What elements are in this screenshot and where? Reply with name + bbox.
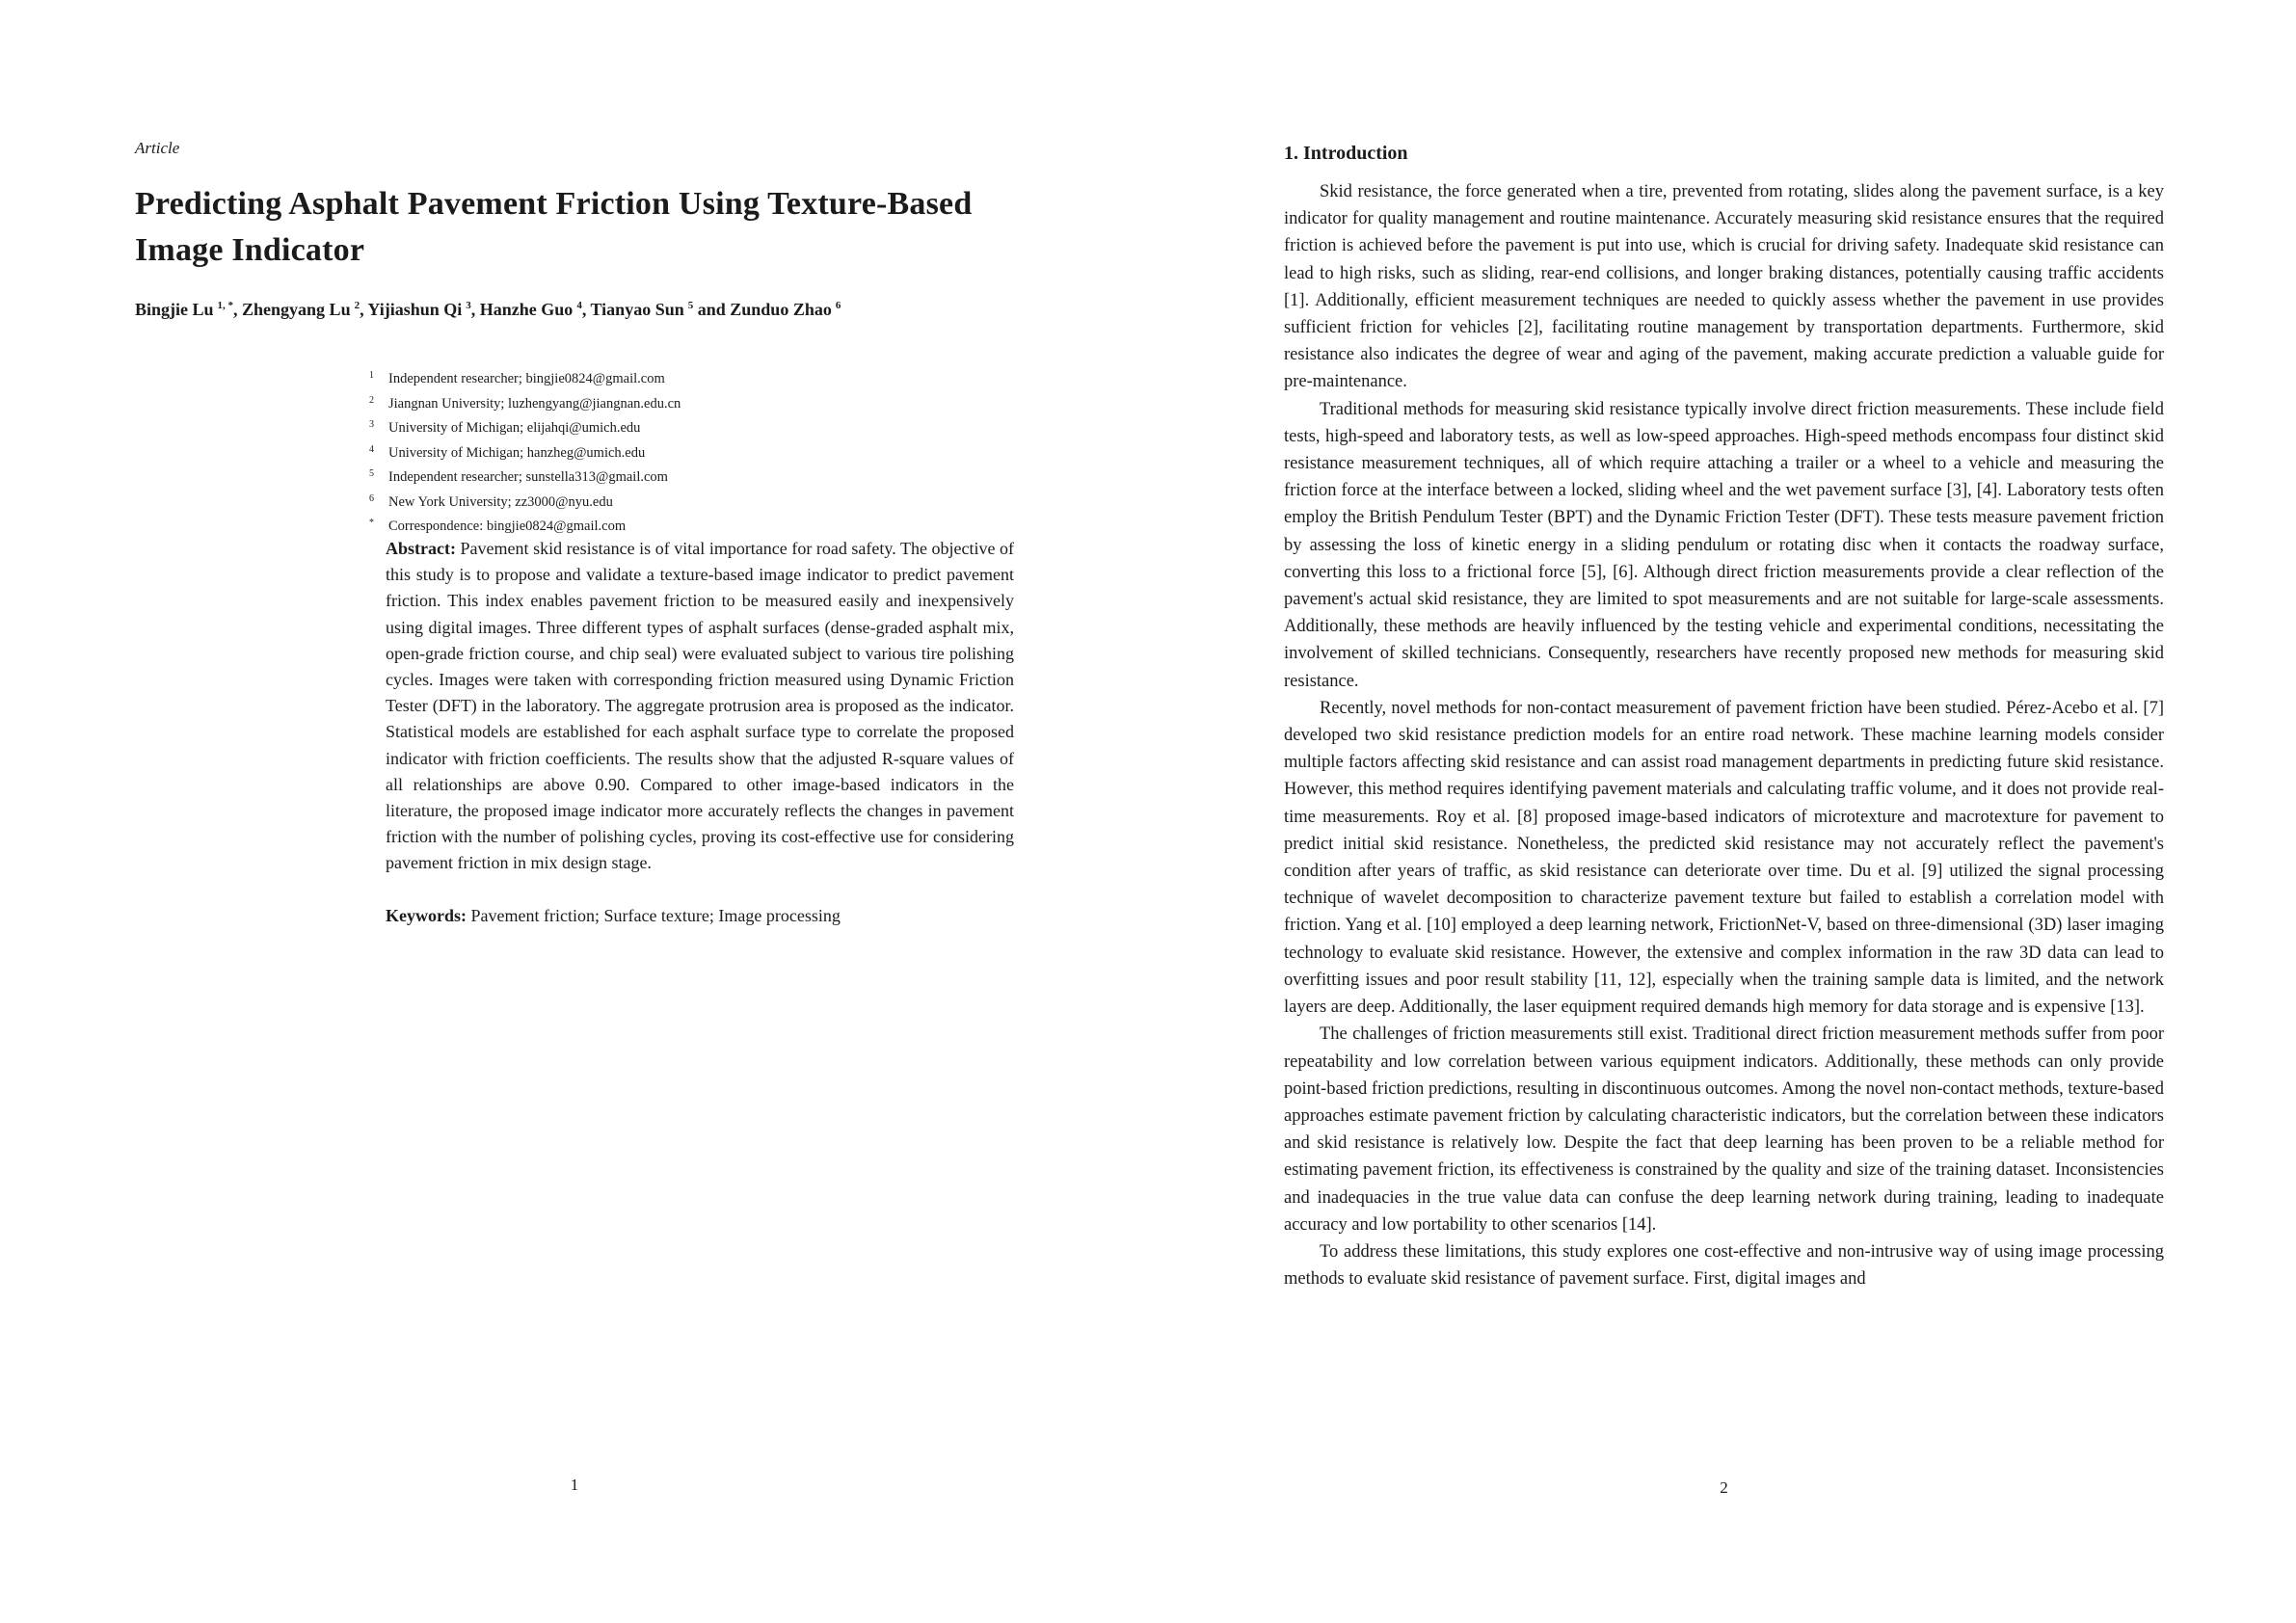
- abstract: [386, 536, 1014, 877]
- affiliation-item: [369, 464, 1017, 489]
- author-name: Zhengyang Lu: [242, 300, 351, 319]
- affiliation-item: [369, 489, 1017, 514]
- affiliation-marker: *: [369, 518, 374, 528]
- author-name: Bingjie Lu: [135, 300, 214, 319]
- affiliation-marker: 1: [369, 370, 374, 381]
- affiliation-text: University of Michigan; hanzheg@umich.edu: [388, 444, 646, 461]
- page-number-2: 2: [1720, 1478, 1728, 1497]
- author-byline: [135, 300, 1060, 320]
- abstract-and-keywords: [386, 536, 1014, 929]
- article-type-label: Article: [135, 139, 180, 157]
- affiliation-marker: 6: [369, 492, 374, 504]
- author-separator: ,: [581, 300, 591, 319]
- author-affiliation-superscript: 6: [835, 300, 841, 311]
- affiliation-text: Correspondence: bingjie0824@gmail.com: [388, 519, 627, 534]
- intro-paragraph: Skid resistance, the force generated when a tire, prevented from rotating, slides along the pavement surface, is a key indicator for quality management and routine maintenance. Accurately measuring skid resistance ensures that the required friction is achieved before the pavement is put into use, which is crucial for driving safety. Inadequate skid resistance can lead to high risks, such as sliding, rear-end collisions, and longer braking distances, potentially causing traffic accidents [1]. Additionally, efficient measurement techniques are needed to quickly assess whether the pavement in use provides sufficient friction for vehicles [2], facilitating routine management by transportation departments. Furthermore, skid resistance also indicates the degree of wear and aging of the pavement, making accurate prediction a valuable guide for pre-maintenance.: [1284, 182, 2164, 392]
- page-number-1: 1: [570, 1476, 579, 1494]
- author: [242, 300, 367, 319]
- author-name: Tianyao Sun: [590, 300, 684, 319]
- author-name: Hanzhe Guo: [479, 300, 574, 319]
- author-name: Zunduo Zhao: [730, 300, 832, 319]
- intro-paragraph: To address these limitations, this study explores one cost-effective and non-intrusive way of using image processing methods to evaluate skid resistance of pavement surface. First, digital images and: [1284, 1241, 2164, 1290]
- author: [591, 300, 731, 319]
- keywords-text: Pavement friction; Surface texture; Image processing: [470, 905, 841, 925]
- author-name: Yijiashun Qi: [367, 300, 463, 319]
- keywords: [386, 903, 1014, 929]
- keywords-label: Keywords:: [386, 905, 467, 925]
- affiliation-item: [369, 439, 1017, 465]
- author-affiliation-superscript: 5: [687, 300, 694, 311]
- affiliation-text: University of Michigan; elijahqi@umich.edu: [388, 420, 641, 436]
- author: [367, 300, 479, 319]
- affiliation-text: New York University; zz3000@nyu.edu: [388, 493, 613, 510]
- introduction-paragraphs: [1284, 178, 2164, 1292]
- affiliation-item: [369, 390, 1017, 415]
- introduction-section: [1284, 141, 2164, 1292]
- author-separator: and: [693, 300, 731, 319]
- affiliation-text: Independent researcher; bingjie0824@gmail.com: [388, 371, 665, 386]
- affiliation-list: [369, 365, 1017, 538]
- author-separator: ,: [470, 300, 480, 319]
- author-affiliation-superscript: 2: [354, 300, 360, 311]
- author-separator: ,: [233, 300, 243, 319]
- author-separator: ,: [360, 300, 368, 319]
- affiliation-marker: 3: [369, 419, 374, 430]
- author-affiliation-superscript: 4: [576, 300, 582, 311]
- author-affiliation-superscript: 1, *: [217, 300, 234, 311]
- intro-paragraph: Recently, novel methods for non-contact measurement of pavement friction have been studied. Pérez-Acebo et al. [7] developed two skid resistance prediction models for an entire road network. These machine learning models consider multiple factors affecting skid resistance and can assist road management departments in predicting future skid resistance. However, this method requires identifying pavement materials and calculating traffic volume, and it does not provide real-time measurements. Roy et al. [8] proposed image-based indicators of microtexture and macrotexture for pavement to predict initial skid resistance. Nonetheless, the predicted skid resistance may not accurately reflect the pavement's condition after years of traffic, as skid resistance can deteriorate over time. Du et al. [9] utilized the signal processing technique of wavelet decomposition to characterize pavement texture but failed to establish a correlation model with friction. Yang et al. [10] employed a deep learning network, FrictionNet-V, based on three-dimensional (3D) laser imaging technology to evaluate skid resistance. However, the extensive and complex information in the raw 3D data can lead to overfitting issues and poor result stability [11, 12], especially when the training sample data is limited, and the network layers are deep. Additionally, the laser equipment required demands high memory for data storage and is expensive [13].: [1284, 698, 2164, 1018]
- author: [135, 300, 242, 319]
- affiliation-marker: 2: [369, 394, 374, 406]
- section-heading-introduction: 1. Introduction: [1284, 143, 1408, 164]
- affiliation-text: Independent researcher; sunstella313@gmail.com: [388, 469, 668, 485]
- affiliation-marker: 5: [369, 468, 374, 479]
- affiliation-marker: 4: [369, 443, 374, 455]
- affiliation-item: [369, 513, 1017, 538]
- paper-title: Predicting Asphalt Pavement Friction Using Texture-Based Image Indicator: [135, 186, 973, 268]
- abstract-label: Abstract:: [386, 539, 456, 558]
- affiliation-text: Jiangnan University; luzhengyang@jiangnan.edu.cn: [388, 395, 681, 412]
- author: [730, 300, 841, 319]
- affiliation-item: [369, 414, 1017, 439]
- abstract-text: Pavement skid resistance is of vital importance for road safety. The objective of this study is to propose and validate a texture-based image indicator to predict pavement friction. This index enables pavement friction to be measured easily and inexpensively using digital images. Three different types of asphalt surfaces (dense-graded asphalt mix, open-grade friction course, and chip seal) were evaluated subject to various tire polishing cycles. Images were taken with corresponding friction measured using Dynamic Friction Tester (DFT) in the laboratory. The aggregate protrusion area is proposed as the indicator. Statistical models are established for each asphalt surface type to correlate the proposed indicator with friction coefficients. The results show that the adjusted R-square values of all relationships are above 0.90. Compared to other image-based indicators in the literature, the proposed image indicator more accurately reflects the changes in pavement friction with the number of polishing cycles, proving its cost-effective use for considering pavement friction in mix design stage.: [386, 539, 1015, 873]
- intro-paragraph: The challenges of friction measurements still exist. Traditional direct friction measurement methods suffer from poor repeatability and low correlation between various equipment indicators. Additionally, these methods can only provide point-based friction predictions, resulting in discontinuous outcomes. Among the novel non-contact methods, texture-based approaches estimate pavement friction by calculating characteristic indicators, but the correlation between these indicators and skid resistance is relatively low. Despite the fact that deep learning has been proven to be a reliable method for estimating pavement friction, its effectiveness is constrained by the quality and size of the training dataset. Inconsistencies and inadequacies in the true value data can confuse the deep learning network during training, leading to inadequate accuracy and low portability to other scenarios [14].: [1284, 1024, 2164, 1235]
- author-affiliation-superscript: 3: [466, 300, 471, 311]
- intro-paragraph: Traditional methods for measuring skid resistance typically involve direct friction measurements. These include field tests, high-speed and laboratory tests, as well as low-speed approaches. High-speed methods encompass four distinct skid resistance measurement techniques, all of which require attaching a trailer or a wheel to a vehicle and measuring the friction force at the interface between a locked, sliding wheel and the wet pavement surface [3], [4]. Laboratory tests often employ the British Pendulum Tester (BPT) and the Dynamic Friction Tester (DFT). These tests measure pavement friction by assessing the loss of kinetic energy in a sliding pendulum or rotating disc when it contacts the roadway surface, converting this loss to a frictional force [5], [6]. Although direct friction measurements provide a clear reflection of the pavement's actual skid resistance, they are limited to spot measurements and are not suitable for large-scale assessments. Additionally, these methods are heavily influenced by the testing vehicle and experimental conditions, necessitating the involvement of skilled technicians. Consequently, researchers have recently proposed new methods for measuring skid resistance.: [1284, 399, 2164, 691]
- author: [480, 300, 591, 319]
- affiliation-item: [369, 365, 1017, 390]
